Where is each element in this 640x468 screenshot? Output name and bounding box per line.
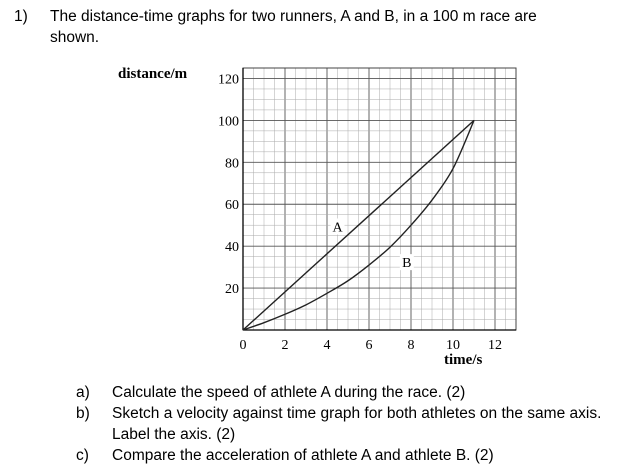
part-b-text-2: Label the axis. (2): [112, 426, 236, 443]
y-tick-label: 60: [225, 198, 239, 214]
y-tick-label: 40: [225, 240, 239, 256]
part-a-label: a): [76, 384, 90, 401]
part-a-text: Calculate the speed of athlete A during the race. (2): [112, 384, 466, 401]
y-tick-label: 20: [225, 282, 239, 298]
y-tick-label: 100: [218, 114, 239, 130]
question-line-1: The distance-time graphs for two runners, A and B, in a 100 m race are: [50, 8, 537, 25]
chart-grid: [243, 68, 516, 330]
x-tick-label: 8: [407, 338, 415, 353]
part-b-label: b): [76, 405, 90, 422]
part-c-label: c): [76, 447, 89, 464]
x-axis-label: time/s: [444, 352, 483, 368]
question-line-2: shown.: [50, 29, 100, 46]
x-tick-label: 10: [446, 338, 460, 353]
annotation-label-a: A: [332, 220, 343, 236]
x-tick-label: 6: [365, 338, 373, 353]
x-tick-label: 4: [323, 338, 331, 353]
x-tick-label: 12: [488, 338, 502, 353]
x-tick-label: 0: [239, 338, 247, 353]
annotation-label-b: B: [402, 256, 412, 272]
y-tick-label: 120: [218, 72, 239, 88]
chart-tick-labels: [218, 72, 502, 353]
y-tick-label: 80: [225, 156, 239, 172]
part-b-text: Sketch a velocity against time graph for both athletes on the same axis.: [112, 405, 602, 422]
x-tick-label: 2: [281, 338, 289, 353]
question-number: 1): [14, 8, 28, 25]
y-axis-label: distance/m: [118, 66, 188, 82]
part-c-text: Compare the acceleration of athlete A and athlete B. (2): [112, 447, 494, 464]
